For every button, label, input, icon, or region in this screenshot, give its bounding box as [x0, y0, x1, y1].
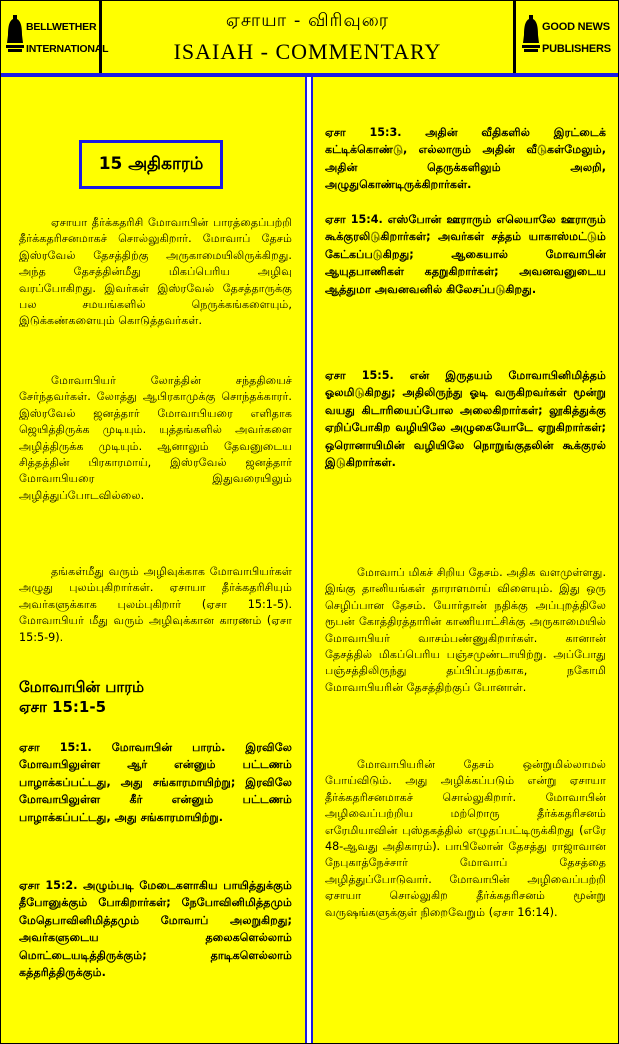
verse-15-2: ஏசா 15:2. அழும்படி மேடைகளாகிய பாயித்துக்கும் தீபோனுக்கும் போகிறார்கள்; நேபோவினிமித்தமும் மேதெபாவினிமித்தமும் மோவாப் அலறுகிறது; அவர்களுடைய தலைகளெல்லாம் மொட்டையடித்திருக்கும்; தாடிகளெல்லாம் கத்தரித்திருக்கும். — [19, 879, 292, 980]
bellwether-logo — [1, 1, 109, 73]
lament-paragraph: தங்கள்மீது வரும் அழிவுக்காக மோவாபியர்கள் அழுது புலம்புகிறார்கள். ஏசாயா தீர்க்கதரிசியும் அவர்களுக்காக புலம்புகிறார் (ஏசா 15:1-5). மோவாபியர் மீது வரும் அழிவுக்கான காரணம் (ஏசா 15:5-9). — [19, 565, 292, 644]
moabites-paragraph: மோவாபியர் லோத்தின் சந்ததியைச் சேர்ந்தவர்கள். லோத்து ஆபிரகாமுக்கு சொந்தக்காரர். இஸ்ரவேல் ஜனத்தார் மோவாபியரை எளிதாக ஜெயித்திருக்க முடியும். யுத்தங்களில் அவர்களை அழித்திருக்க முடியும். ஆனாலும் தேவனுடைய சித்தத்தின் பிரகாரமாய், இஸ்ரவேல் ஜனத்தார் மோவாபியரை இதுவரையிலும் அழித்துப்போடவில்லை. — [19, 374, 292, 502]
good-news-logo-line2: PUBLISHERS — [542, 43, 611, 55]
intro-paragraph: ஏசாயா தீர்க்கதரிசி மோவாபின் பாரத்தைப்பற்றி தீர்க்கதரிசனமாகச் சொல்லுகிறார். மோவாப் தேசம் இஸ்ரவேல் தேசத்திற்கு அருகாமையிலிருக்கிறது. அந்த தேசத்தின்மீது மிகப்பெரிய அழிவு வரப்போகிறது. இவர்கள் இஸ்ரவேல் தேசத்தாருக்கு பல சமயங்களில் நெருக்கங்களையும், இடுக்கண்களையும் கொடுத்தவர்கள். — [19, 216, 292, 328]
verse-15-1: ஏசா 15:1. மோவாபின் பாரம். இரவிலே மோவாபிலுள்ள ஆர் என்னும் பட்டணம் பாழாக்கப்பட்டது, அது சங்காரமாயிற்று; இரவிலே மோவாபிலுள்ள கீர் என்னும் பட்டணம் பாழாக்கப்பட்டது, அது சங்காரமாயிற்று. — [19, 741, 292, 824]
left-column — [1, 77, 307, 1043]
verse-15-4: ஏசா 15:4. எஸ்போன் ஊராரும் எலெயாலே ஊராரும் கூக்குரலிடுகிறார்கள்; அவர்கள் சத்தம் யாகாஸ்மட்டும் கேட்கப்படுகிறது; ஆகையால் மோவாபின் ஆயுதபாணிகள் கதறுகிறார்கள்; அவனவனுடைய ஆத்துமா அவனவனில் கிலேசப்படுகிறது. — [325, 213, 606, 296]
section-heading-ref: ஏசா 15:1-5 — [19, 698, 107, 716]
title-english: ISAIAH - COMMENTARY — [173, 39, 442, 64]
good-news-bell-icon — [522, 13, 540, 53]
good-news-logo-line1: GOOD NEWS — [542, 21, 610, 33]
good-news-logo — [513, 1, 618, 73]
moab-land-paragraph: மோவாப் மிகச் சிறிய தேசம். அதிக வளமுள்ளது. இங்கு தானியங்கள் தாராளமாய் விளையும். இது ஒரு செழிப்பான தேசம். யோர்தான் நதிக்கு அப்புறத்திலே ரூபன் கோத்திரத்தாரின் காணியாட்சிக்கு அருகாமையில் மோவாபியர் வாசம்பண்ணுகிறார்கள். கானான் தேசத்தில் மிகப்பெரிய பஞ்சமுண்டாயிற்று. அப்போது பஞ்சத்திலிருந்து தப்பிப்பதற்காக, நகோமி மோவாபியரின் தேசத்திற்குப் போனாள். — [325, 566, 606, 694]
bellwether-bell-icon — [6, 13, 24, 53]
section-heading — [19, 677, 292, 717]
verse-15-3: ஏசா 15:3. அதின் வீதிகளில் இரட்டைக் கட்டிக்கொண்டு, எல்லாரும் அதின் வீடுகள்மேலும், அதின் தெருக்களிலும் அலறி, அழுதுகொண்டிருக்கிறார்கள். — [325, 126, 606, 192]
section-heading-title: மோவாபின் பாரம் — [19, 678, 145, 696]
verse-15-5: ஏசா 15:5. என் இருதயம் மோவாபினிமித்தம் ஓலமிடுகிறது; அதிலிருந்து ஓடி வருகிறவர்கள் மூன்று வயது கிடாரியைப்போல அலைகிறார்கள்; லூகித்துக்கு ஏறிப்போகிற வழியிலே அழுகையோடே ஏறுகிறார்கள்; ஒரொனாயிமின் வழியிலே நொறுங்குதலின் கூக்குரல் இடுகிறார்கள். — [325, 369, 606, 470]
chapter-title: 15 அதிகாரம் — [79, 140, 223, 189]
destruction-paragraph: மோவாபியரின் தேசம் ஒன்றுமில்லாமல் போய்விடும். அது அழிக்கப்படும் என்று ஏசாயா தீர்க்கதரிசனமாகச் சொல்லுகிறார். மோவாபின் அழிவைப்பற்றிய மற்றொரு தீர்க்கதரிசனம் எரேமியாவின் புஸ்தகத்தில் எழுதப்பட்டிருக்கிறது (எரே 48-ஆவது அதிகாரம்). பாபிலோன் தேசத்து ராஜாவான நேபுகாத்நேச்சார் மோவாப் தேசத்தை அழித்துப்போடுவார். மோவாபின் அழிவைப்பற்றி ஏசாயா சொல்லுகிற தீர்க்கதரிசனம் மூன்று வருஷங்களுக்குள் நிறைவேறும் (ஏசா 16:14). — [325, 758, 606, 919]
right-column — [311, 77, 618, 1043]
bellwether-logo-line2: INTERNATIONAL — [26, 43, 109, 55]
bellwether-logo-line1: BELLWETHER — [26, 21, 97, 33]
title-tamil: ஏசாயா - விரிவுரை — [225, 10, 390, 31]
header — [1, 1, 618, 77]
header-title — [102, 1, 513, 73]
